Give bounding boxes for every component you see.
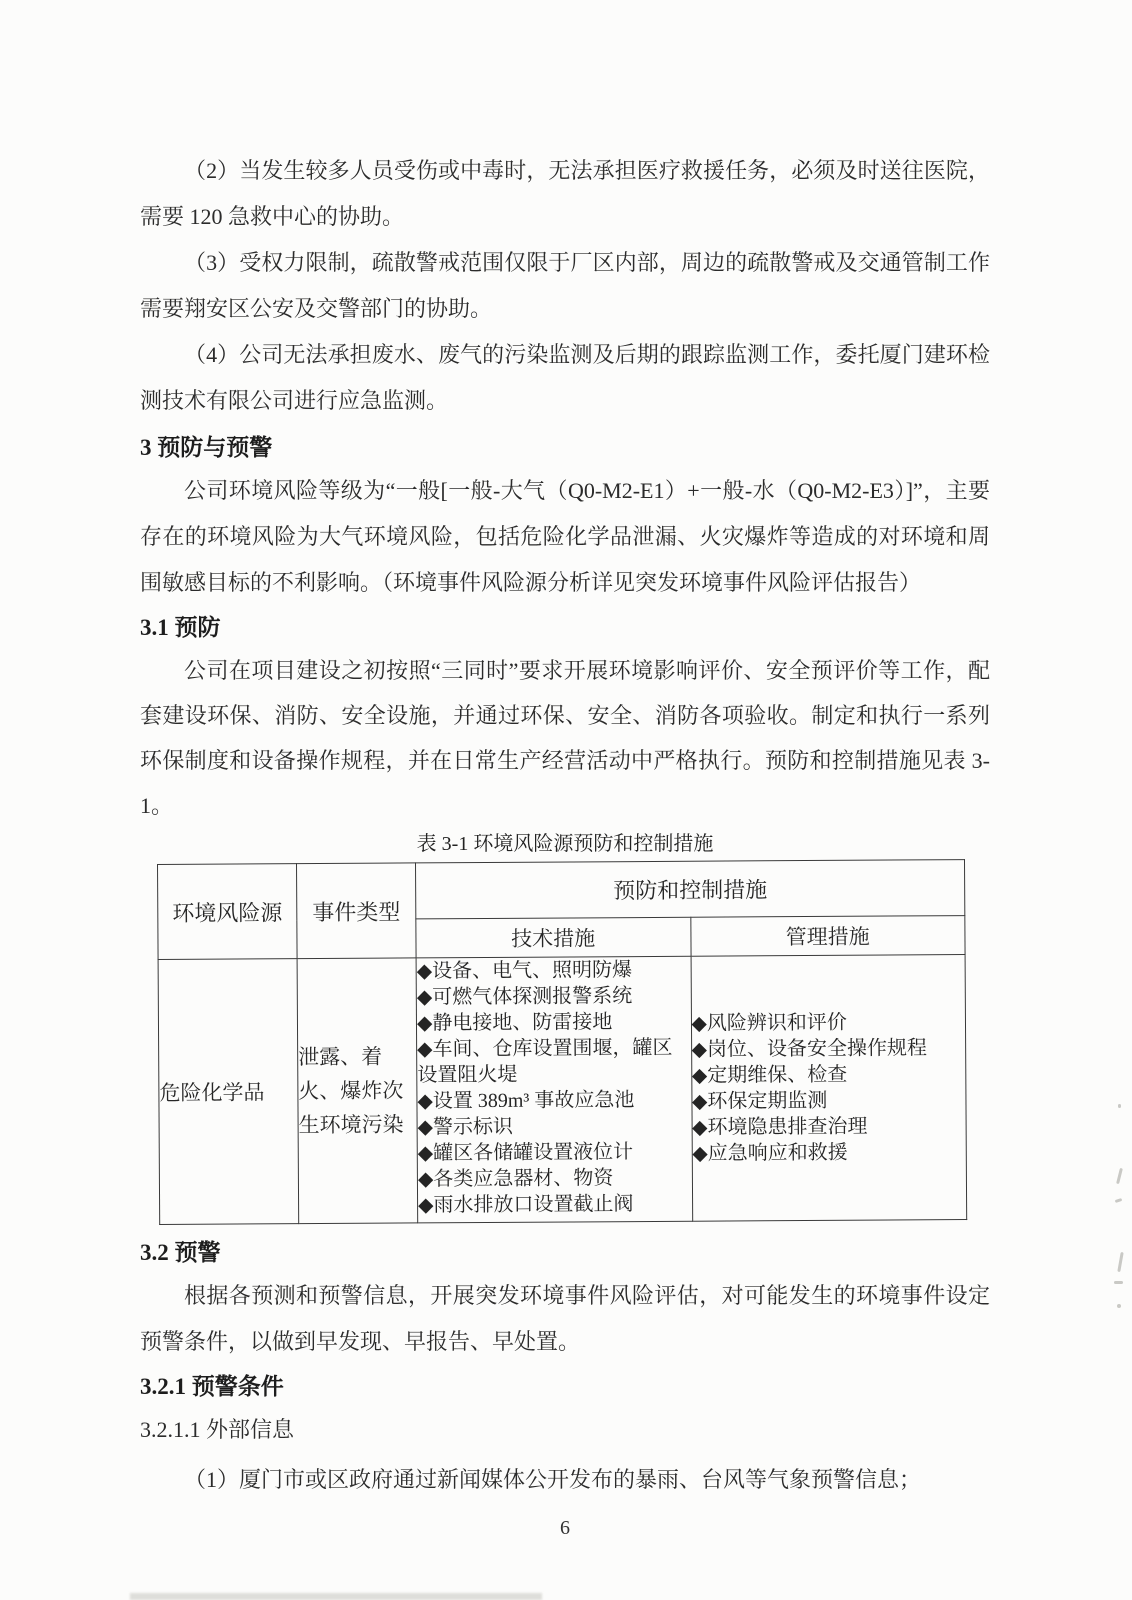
header-risk-source: 环境风险源 bbox=[158, 864, 298, 960]
technical-measure: ◆设备、电气、照明防爆 bbox=[416, 959, 633, 983]
cell-technical-measures bbox=[416, 956, 692, 1223]
technical-measure: ◆静电接地、防雷接地 bbox=[416, 1011, 613, 1035]
paragraph-item-2: （2）当发生较多人员受伤或中毒时，无法承担医疗救援任务，必须及时送往医院，需要 120 急救中心的协助。 bbox=[140, 158, 990, 229]
scan-artifact bbox=[1117, 1252, 1123, 1272]
section-3-2-1-1-heading: 3.2.1.1 外部信息 bbox=[140, 1417, 295, 1442]
header-measures-group: 预防和控制措施 bbox=[415, 860, 964, 919]
cell-risk-source: 危险化学品 bbox=[158, 959, 299, 1225]
management-measure: ◆环境隐患排查治理 bbox=[692, 1115, 868, 1139]
scan-artifact bbox=[1114, 1281, 1123, 1284]
management-measure: ◆定期维保、检查 bbox=[691, 1063, 848, 1087]
cell-event-type: 泄露、着火、爆炸次生环境污染 bbox=[297, 958, 418, 1224]
scan-artifact bbox=[1116, 1168, 1123, 1184]
section-3-paragraph: 公司环境风险等级为“一般[一般-大气（Q0-M2-E1）+一般-水（Q0-M2-E3）]”，主要存在的环境风险为大气环境风险，包括危险化学品泄漏、火灾爆炸等造成的对环境和周围敏感目标的不利影响。（环境事件风险源分析详见突发环境事件风险评估报告） bbox=[140, 478, 990, 595]
paragraph-item-3: （3）受权力限制，疏散警戒范围仅限于厂区内部，周边的疏散警戒及交通管制工作需要翔安区公安及交警部门的协助。 bbox=[140, 250, 990, 321]
paragraph-item-4: （4）公司无法承担废水、废气的污染监测及后期的跟踪监测工作，委托厦门建环检测技术有限公司进行应急监测。 bbox=[140, 342, 990, 413]
table-header-row-1 bbox=[158, 860, 965, 921]
cell-management-measures bbox=[691, 955, 967, 1222]
header-event-type: 事件类型 bbox=[297, 863, 417, 959]
section-3-2-1-heading: 3.2.1 预警条件 bbox=[140, 1374, 284, 1399]
page-number: 6 bbox=[560, 1517, 570, 1539]
management-measure: ◆岗位、设备安全操作规程 bbox=[691, 1037, 928, 1061]
section-3-1-heading: 3.1 预防 bbox=[140, 615, 221, 640]
technical-measure: ◆可燃气体探测报警系统 bbox=[416, 985, 633, 1009]
technical-measure: ◆警示标识 bbox=[417, 1115, 514, 1139]
technical-measure: ◆罐区各储罐设置液位计 bbox=[417, 1141, 634, 1165]
technical-measure: ◆车间、仓库设置围堰，罐区设置阻火堤 bbox=[417, 1036, 673, 1087]
section-3-2-paragraph: 根据各预测和预警信息，开展突发环境事件风险评估，对可能发生的环境事件设定预警条件，以做到早发现、早报告、早处置。 bbox=[140, 1283, 990, 1354]
risk-prevention-table bbox=[157, 859, 967, 1225]
management-measure: ◆风险辨识和评价 bbox=[691, 1011, 847, 1035]
section-3-2-heading: 3.2 预警 bbox=[140, 1240, 221, 1265]
scan-artifact bbox=[130, 1593, 542, 1600]
section-3-heading: 3 预防与预警 bbox=[140, 435, 273, 460]
section-3-2-1-1-item-1: （1）厦门市或区政府通过新闻媒体公开发布的暴雨、台风等气象预警信息； bbox=[184, 1467, 922, 1492]
technical-measure: ◆各类应急器材、物资 bbox=[417, 1167, 614, 1191]
table-caption: 表 3-1 环境风险源预防和控制措施 bbox=[416, 833, 714, 855]
table-body-row bbox=[158, 955, 967, 1225]
management-measure: ◆环保定期监测 bbox=[691, 1089, 828, 1113]
header-technical-measures: 技术措施 bbox=[416, 917, 691, 958]
scan-artifact bbox=[1117, 1304, 1121, 1308]
page-content bbox=[140, 148, 990, 1540]
management-measure: ◆应急响应和救援 bbox=[692, 1141, 848, 1165]
technical-measure: ◆设置 389m³ 事故应急池 bbox=[417, 1089, 635, 1113]
section-3-1-paragraph: 公司在项目建设之初按照“三同时”要求开展环境影响评价、安全预评价等工作，配套建设环保、消防、安全设施，并通过环保、安全、消防各项验收。制定和执行一系列环保制度和设备操作规程，并在日常生产经营活动中严格执行。预防和控制措施见表 3-1。 bbox=[140, 658, 990, 818]
header-management-measures: 管理措施 bbox=[690, 916, 965, 957]
technical-measure: ◆雨水排放口设置截止阀 bbox=[418, 1193, 634, 1217]
scan-artifact bbox=[1118, 1104, 1121, 1108]
scan-artifact bbox=[1115, 1198, 1123, 1203]
